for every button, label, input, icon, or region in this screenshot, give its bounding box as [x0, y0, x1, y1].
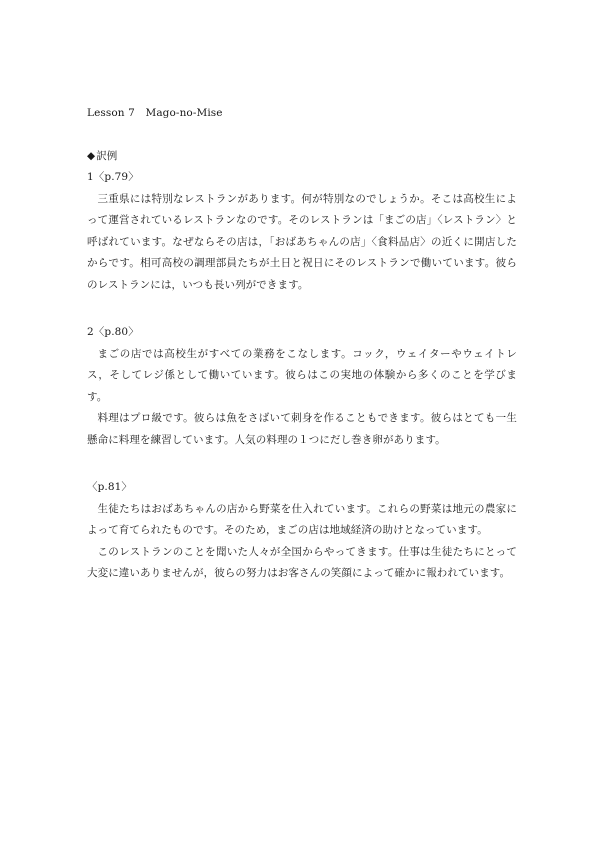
- section-3-paragraph-2: このレストランのことを聞いた人々が全国からやってきます。仕事は生徒たちにとって大変に違いありませんが，彼らの努力はお客さんの笑顔によって確かに報われています。: [87, 545, 517, 579]
- section-3-paragraph-1: 生徒たちはおばあちゃんの店から野菜を仕入れています。これらの野菜は地元の農家によって育てられたものです。そのため，まごの店は地域経済の助けとなっています。: [87, 502, 517, 536]
- section-1-page-ref: 1〈p.79〉: [87, 171, 139, 183]
- document-content: [87, 103, 517, 585]
- section-1-paragraph-1: 三重県には特別なレストランがあります。何が特別なのでしょうか。そこは高校生によって運営されているレストランなのです。そのレストランは「まごの店」〈レストラン〉と呼ばれています。なぜならその店は，「おばあちゃんの店」〈食料品店〉の近くに開店したからです。相可高校の調理部員たちが土日と祝日にそのレストランで働いています。彼らのレストランには，いつも長い列ができます。: [87, 192, 517, 291]
- section-2-paragraph-2: 料理はプロ級です。彼らは魚をさばいて刺身を作ることもできます。彼らはとても一生懸命に料理を練習しています。人気の料理の１つにだし巻き卵があります。: [87, 412, 517, 446]
- section-3-page-ref: 〈p.81〉: [87, 481, 133, 493]
- section-2-page-ref: 2〈p.80〉: [87, 326, 139, 338]
- translation-heading: [87, 146, 517, 168]
- lesson-title: Lesson 7 Mago-no-Mise: [87, 107, 223, 119]
- section-2-paragraph-1: まごの店では高校生がすべての業務をこなします。コック，ウェイターやウェイトレス，そしてレジ係として働いています。彼らはこの実地の体験から多くのことを学びます。: [87, 347, 517, 403]
- spacer: [87, 451, 517, 477]
- diamond-bullet-icon: ◆: [87, 149, 96, 162]
- translation-heading-label: 訳例: [96, 149, 118, 162]
- spacer: [87, 296, 517, 322]
